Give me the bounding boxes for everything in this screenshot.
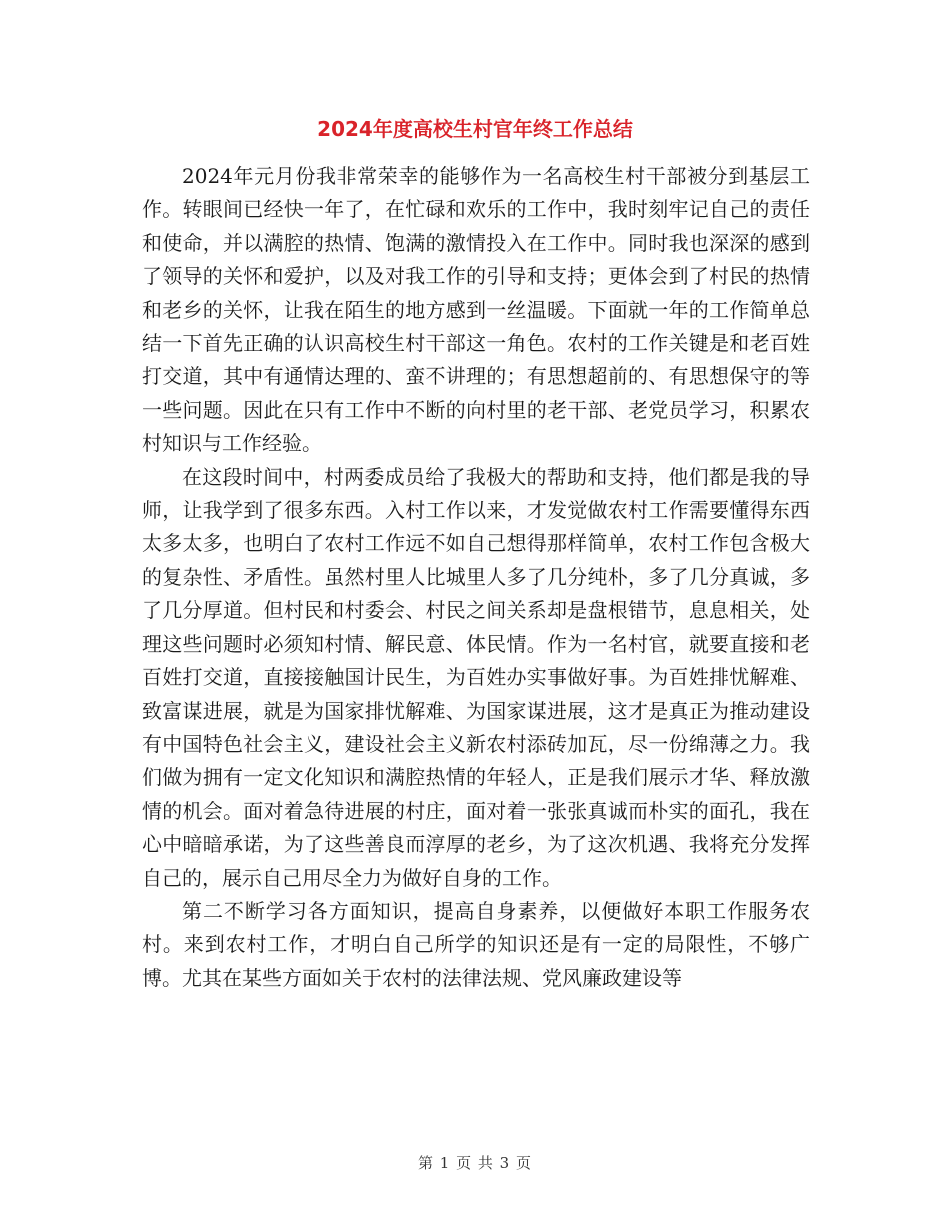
- document-title: 2024年度高校生村官年终工作总结: [317, 117, 633, 141]
- paragraph: 第二不断学习各方面知识，提高自身素养，以便做好本职工作服务农村。来到农村工作，才明白自己所学的知识还是有一定的局限性，不够广博。尤其在某些方面如关于农村的法律法规、党风廉政建设等: [142, 898, 810, 990]
- paragraph: 2024年元月份我非常荣幸的能够作为一名高校生村干部被分到基层工作。转眼间已经快一年了，在忙碌和欢乐的工作中，我时刻牢记自己的责任和使命，并以满腔的热情、饱满的激情投入在工作中。同时我也深深的感到了领导的关怀和爱护，以及对我工作的引导和支持；更体会到了村民的热情和老乡的关怀，让我在陌生的地方感到一丝温暖。下面就一年的工作简单总结一下首先正确的认识高校生村干部这一角色。农村的工作关键是和老百姓打交道，其中有通情达理的、蛮不讲理的；有思想超前的、有思想保守的等一些问题。因此在只有工作中不断的向村里的老干部、老党员学习，积累农村知识与工作经验。: [142, 164, 810, 456]
- page-footer: 第 1 页 共 3 页: [418, 1154, 532, 1172]
- paragraph: 在这段时间中，村两委成员给了我极大的帮助和支持，他们都是我的导师，让我学到了很多东西。入村工作以来，才发觉做农村工作需要懂得东西太多太多，也明白了农村工作远不如自己想得那样简单，农村工作包含极大的复杂性、矛盾性。虽然村里人比城里人多了几分纯朴，多了几分真诚，多了几分厚道。但村民和村委会、村民之间关系却是盘根错节，息息相关，处理这些问题时必须知村情、解民意、体民情。作为一名村官，就要直接和老百姓打交道，直接接触国计民生，为百姓办实事做好事。为百姓排忧解难、致富谋进展，就是为国家排忧解难、为国家谋进展，这才是真正为推动建设有中国特色社会主义，建设社会主义新农村添砖加瓦，尽一份绵薄之力。我们做为拥有一定文化知识和满腔热情的年轻人，正是我们展示才华、释放激情的机会。面对着急待进展的村庄，面对着一张张真诚而朴实的面孔，我在心中暗暗承诺，为了这些善良而淳厚的老乡，为了这次机遇、我将充分发挥自己的，展示自己用尽全力为做好自身的工作。: [142, 464, 810, 890]
- document-body: [142, 160, 810, 995]
